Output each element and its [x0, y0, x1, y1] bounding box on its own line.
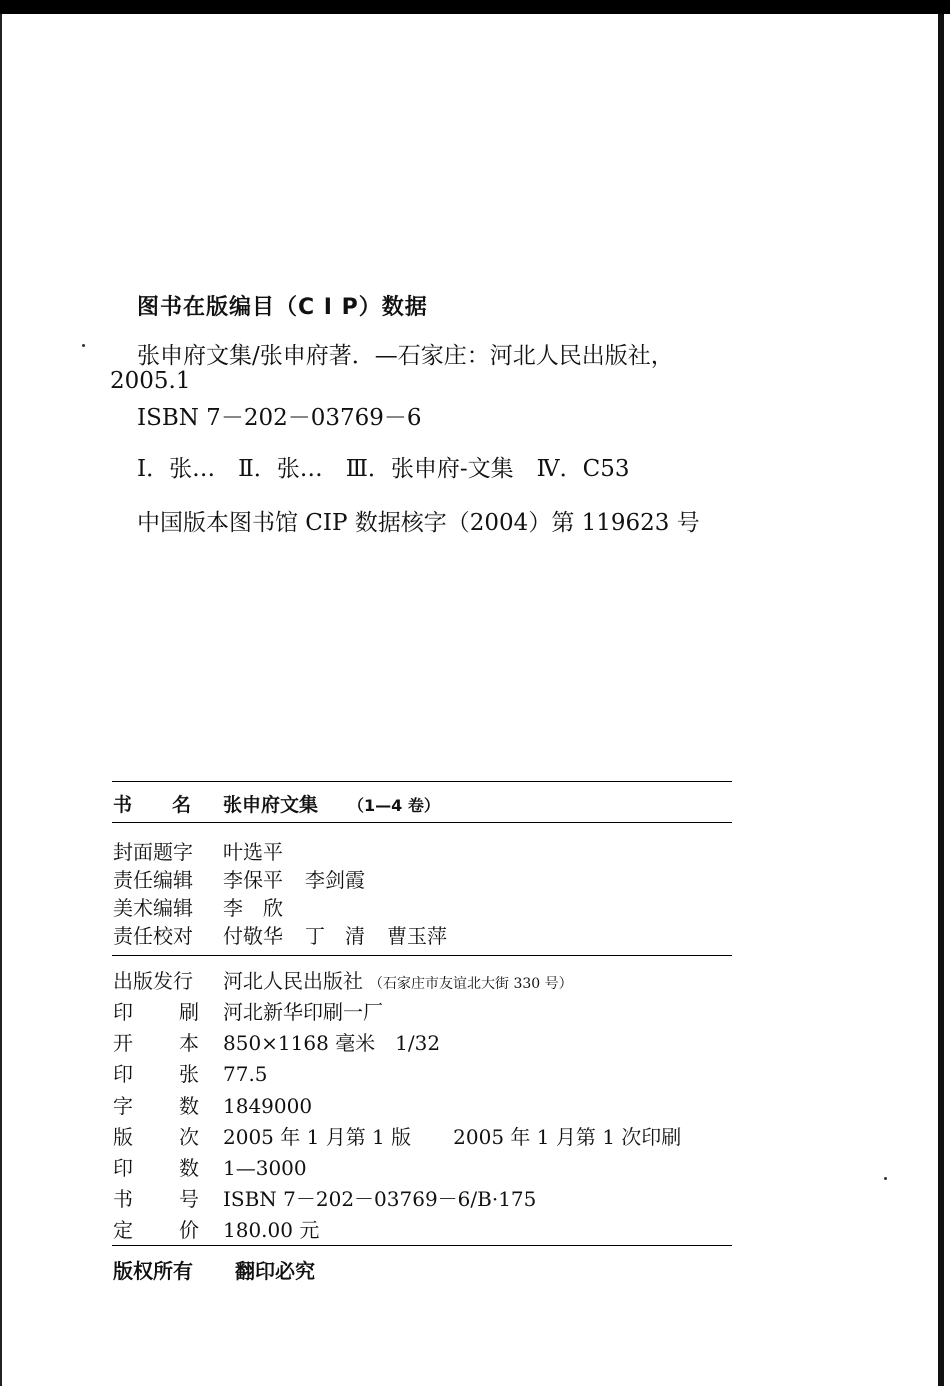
- cip-isbn-line: ISBN 7－202－03769－6: [137, 405, 422, 431]
- print-run-row: 印 数 1—3000: [113, 1156, 307, 1180]
- responsible-editor-row: 责任编辑 李保平 李剑霞: [113, 868, 365, 892]
- cover-inscription-row: 封面题字 叶选平: [113, 840, 283, 864]
- price-row: 定 价 180.00 元: [113, 1218, 320, 1242]
- cip-heading: 图书在版编目（C I P）数据: [137, 295, 428, 320]
- colophon-rule-2: [112, 822, 732, 823]
- scan-speck: [884, 1177, 887, 1180]
- scan-right-edge: [938, 14, 944, 1386]
- title-label: 书 名: [113, 794, 192, 816]
- publisher-address: （石家庄市友谊北大街 330 号）: [369, 976, 573, 992]
- cip-title-author-line: 张申府文集/张申府著．—石家庄：河北人民出版社，: [137, 343, 674, 369]
- volume-range: （1—4 卷）: [348, 796, 440, 815]
- word-count-row: 字 数 1849000: [113, 1094, 313, 1118]
- book-title: 张申府文集: [223, 794, 319, 816]
- proofreader-row: 责任校对 付敬华 丁 清 曹玉萍: [113, 924, 447, 948]
- scan-top-border: [0, 0, 950, 14]
- cip-record-number-line: 中国版本图书馆 CIP 数据核字（2004）第 119623 号: [137, 510, 700, 536]
- colophon-title-row: [113, 790, 440, 817]
- cip-date-line: 2005.1: [110, 368, 191, 394]
- printer-row: 印 刷 河北新华印刷一厂: [113, 1000, 383, 1024]
- isbn-row: 书 号 ISBN 7－202－03769－6/B·175: [113, 1187, 537, 1211]
- format-row: 开 本 850×1168 毫米 1/32: [113, 1031, 441, 1055]
- copyright-row: [113, 1255, 315, 1284]
- publisher-row: 出版发行 河北人民出版社 （石家庄市友谊北大街 330 号）: [113, 969, 573, 993]
- copyright-text: 版权所有: [113, 1259, 193, 1283]
- scan-left-edge: [0, 14, 2, 1386]
- colophon-rule-top: [112, 781, 732, 782]
- colophon-rule-3: [112, 955, 732, 956]
- anti-piracy-text: 翻印必究: [235, 1259, 315, 1283]
- colophon-rule-bottom: [112, 1245, 732, 1246]
- edition-row: 版 次 2005 年 1 月第 1 版 2005 年 1 月第 1 次印刷: [113, 1125, 682, 1149]
- cip-subject-line: Ⅰ．张… Ⅱ．张… Ⅲ．张申府-文集 Ⅳ．C53: [137, 456, 630, 482]
- scan-speck: [82, 344, 85, 347]
- sheets-row: 印 张 77.5: [113, 1062, 268, 1086]
- art-editor-row: 美术编辑 李 欣: [113, 896, 283, 920]
